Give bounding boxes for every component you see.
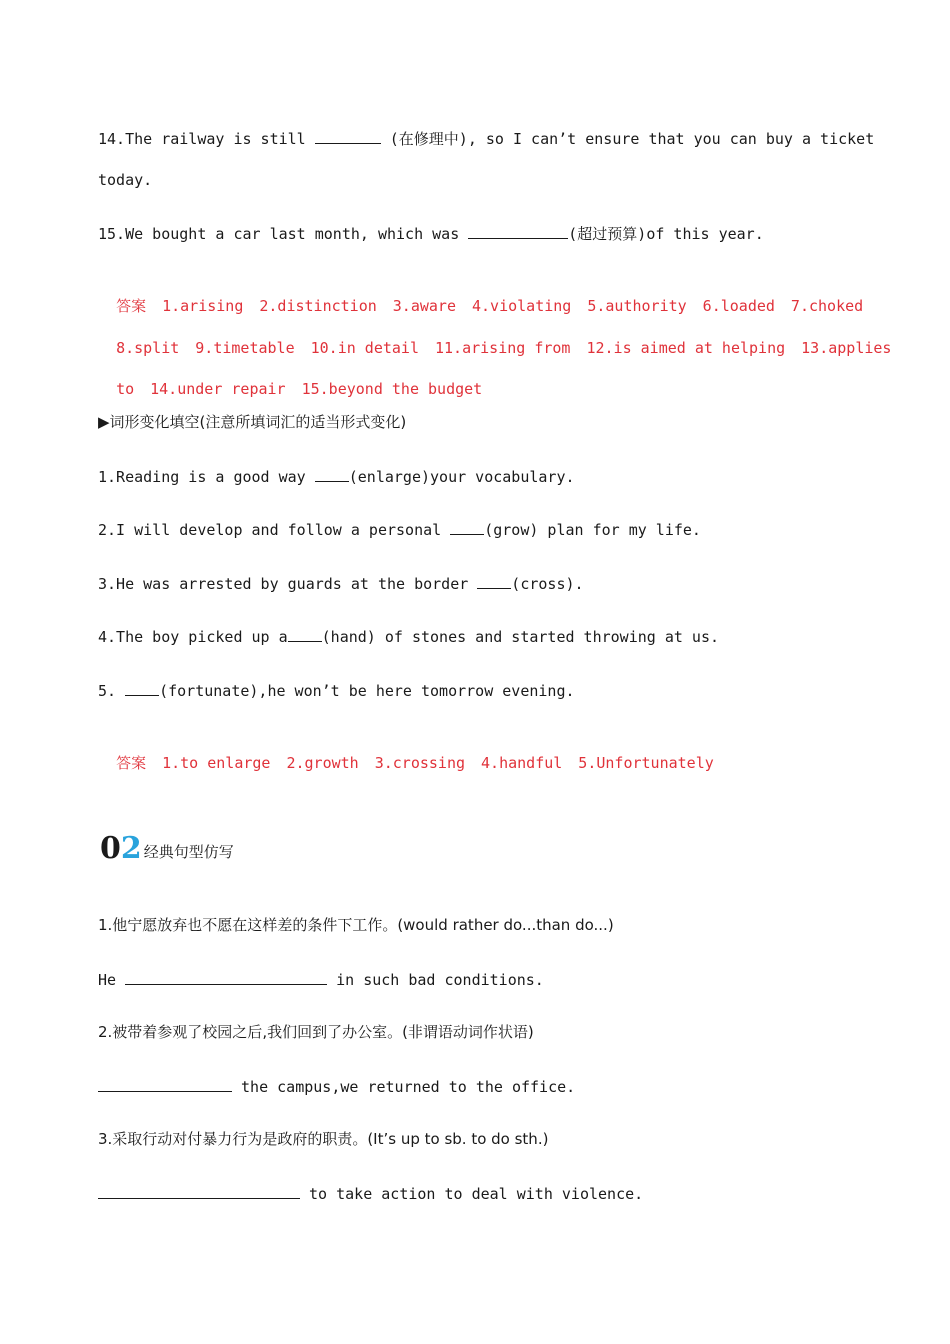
answer-item: 8.split [116,339,180,357]
answer-item: 1.to enlarge [162,754,271,772]
answer-label: 答案 [116,297,147,315]
word-form-question-4: 4.The boy picked up a (hand) of stones and started throwing at us. [98,628,720,646]
word-form-question-5: 5. (fortunate),he won’t be here tomorrow evening. [98,682,575,700]
answer-label: 答案 [116,754,147,772]
answer-blank[interactable] [98,1183,300,1199]
answer-item: 5.Unfortunately [578,754,714,772]
word-form-question-2: 2.I will develop and follow a personal (grow) plan for my life. [98,521,701,539]
answers-part1-line3 [98,359,498,399]
question-14-line2: today. [98,171,153,189]
answer-blank[interactable] [315,128,381,144]
answer-blank[interactable] [315,466,349,482]
answers-part1-line1 [98,276,879,316]
answer-item: 12.is aimed at helping [586,339,786,357]
answer-item: 4.violating [471,297,572,315]
answers-part1-line2 [98,318,907,358]
answer-item: 5.authority [587,297,687,315]
word-form-question-3: 3.He was arrested by guards at the border (cross). [98,575,584,593]
answer-item: 4.handful [481,754,563,772]
section-number-first-digit: 0 [100,831,121,866]
sentence-1-template: He in such bad conditions. [98,971,544,989]
word-form-heading: ▶词形变化填空(注意所填词汇的适当形式变化) [98,413,407,431]
answer-blank[interactable] [288,626,322,642]
answer-blank[interactable] [125,969,327,985]
answer-item: 1.arising [162,297,244,315]
answer-item: 9.timetable [195,339,295,357]
answer-item: to [116,380,135,398]
sentence-1-prompt: 1.他宁愿放弃也不愿在这样差的条件下工作。(would rather do...than do...) [98,916,614,934]
section-number-second-digit: 2 [120,831,142,866]
answer-blank[interactable] [477,573,511,589]
question-15: 15.We bought a car last month, which was (超过预算)of this year. [98,225,764,243]
answer-item: 13.applies [801,339,892,357]
sentence-3-template: to take action to deal with violence. [98,1183,643,1204]
section-heading [100,826,234,866]
sentence-3-prompt: 3.采取行动对付暴力行为是政府的职责。(It’s up to sb. to do sth.) [98,1130,549,1148]
question-14-line1: 14.The railway is still (在修理中), so I can’t ensure that you can buy a ticket [98,130,875,148]
answer-item: 14.under repair [150,380,286,398]
answer-blank[interactable] [468,223,568,239]
answer-blank[interactable] [450,519,484,535]
answer-item: 2.growth [286,754,359,772]
section-title: 经典句型仿写 [143,843,234,861]
answer-item: 7.choked [790,297,864,315]
answer-item: 3.crossing [374,754,466,772]
answer-item: 2.distinction [259,297,377,315]
answer-blank[interactable] [125,680,159,696]
answer-item: 10.in detail [310,339,419,357]
answer-item: 15.beyond the budget [301,380,483,398]
sentence-2-prompt: 2.被带着参观了校园之后,我们回到了办公室。(非谓语动词作状语) [98,1023,534,1041]
sentence-2-template: the campus,we returned to the office. [98,1076,575,1097]
answer-item: 3.aware [392,297,456,315]
answers-part2 [98,733,730,773]
answer-blank[interactable] [98,1076,232,1092]
answer-item: 6.loaded [702,297,775,315]
word-form-question-1: 1.Reading is a good way (enlarge)your vocabulary. [98,468,575,486]
answer-item: 11.arising from [435,339,571,357]
